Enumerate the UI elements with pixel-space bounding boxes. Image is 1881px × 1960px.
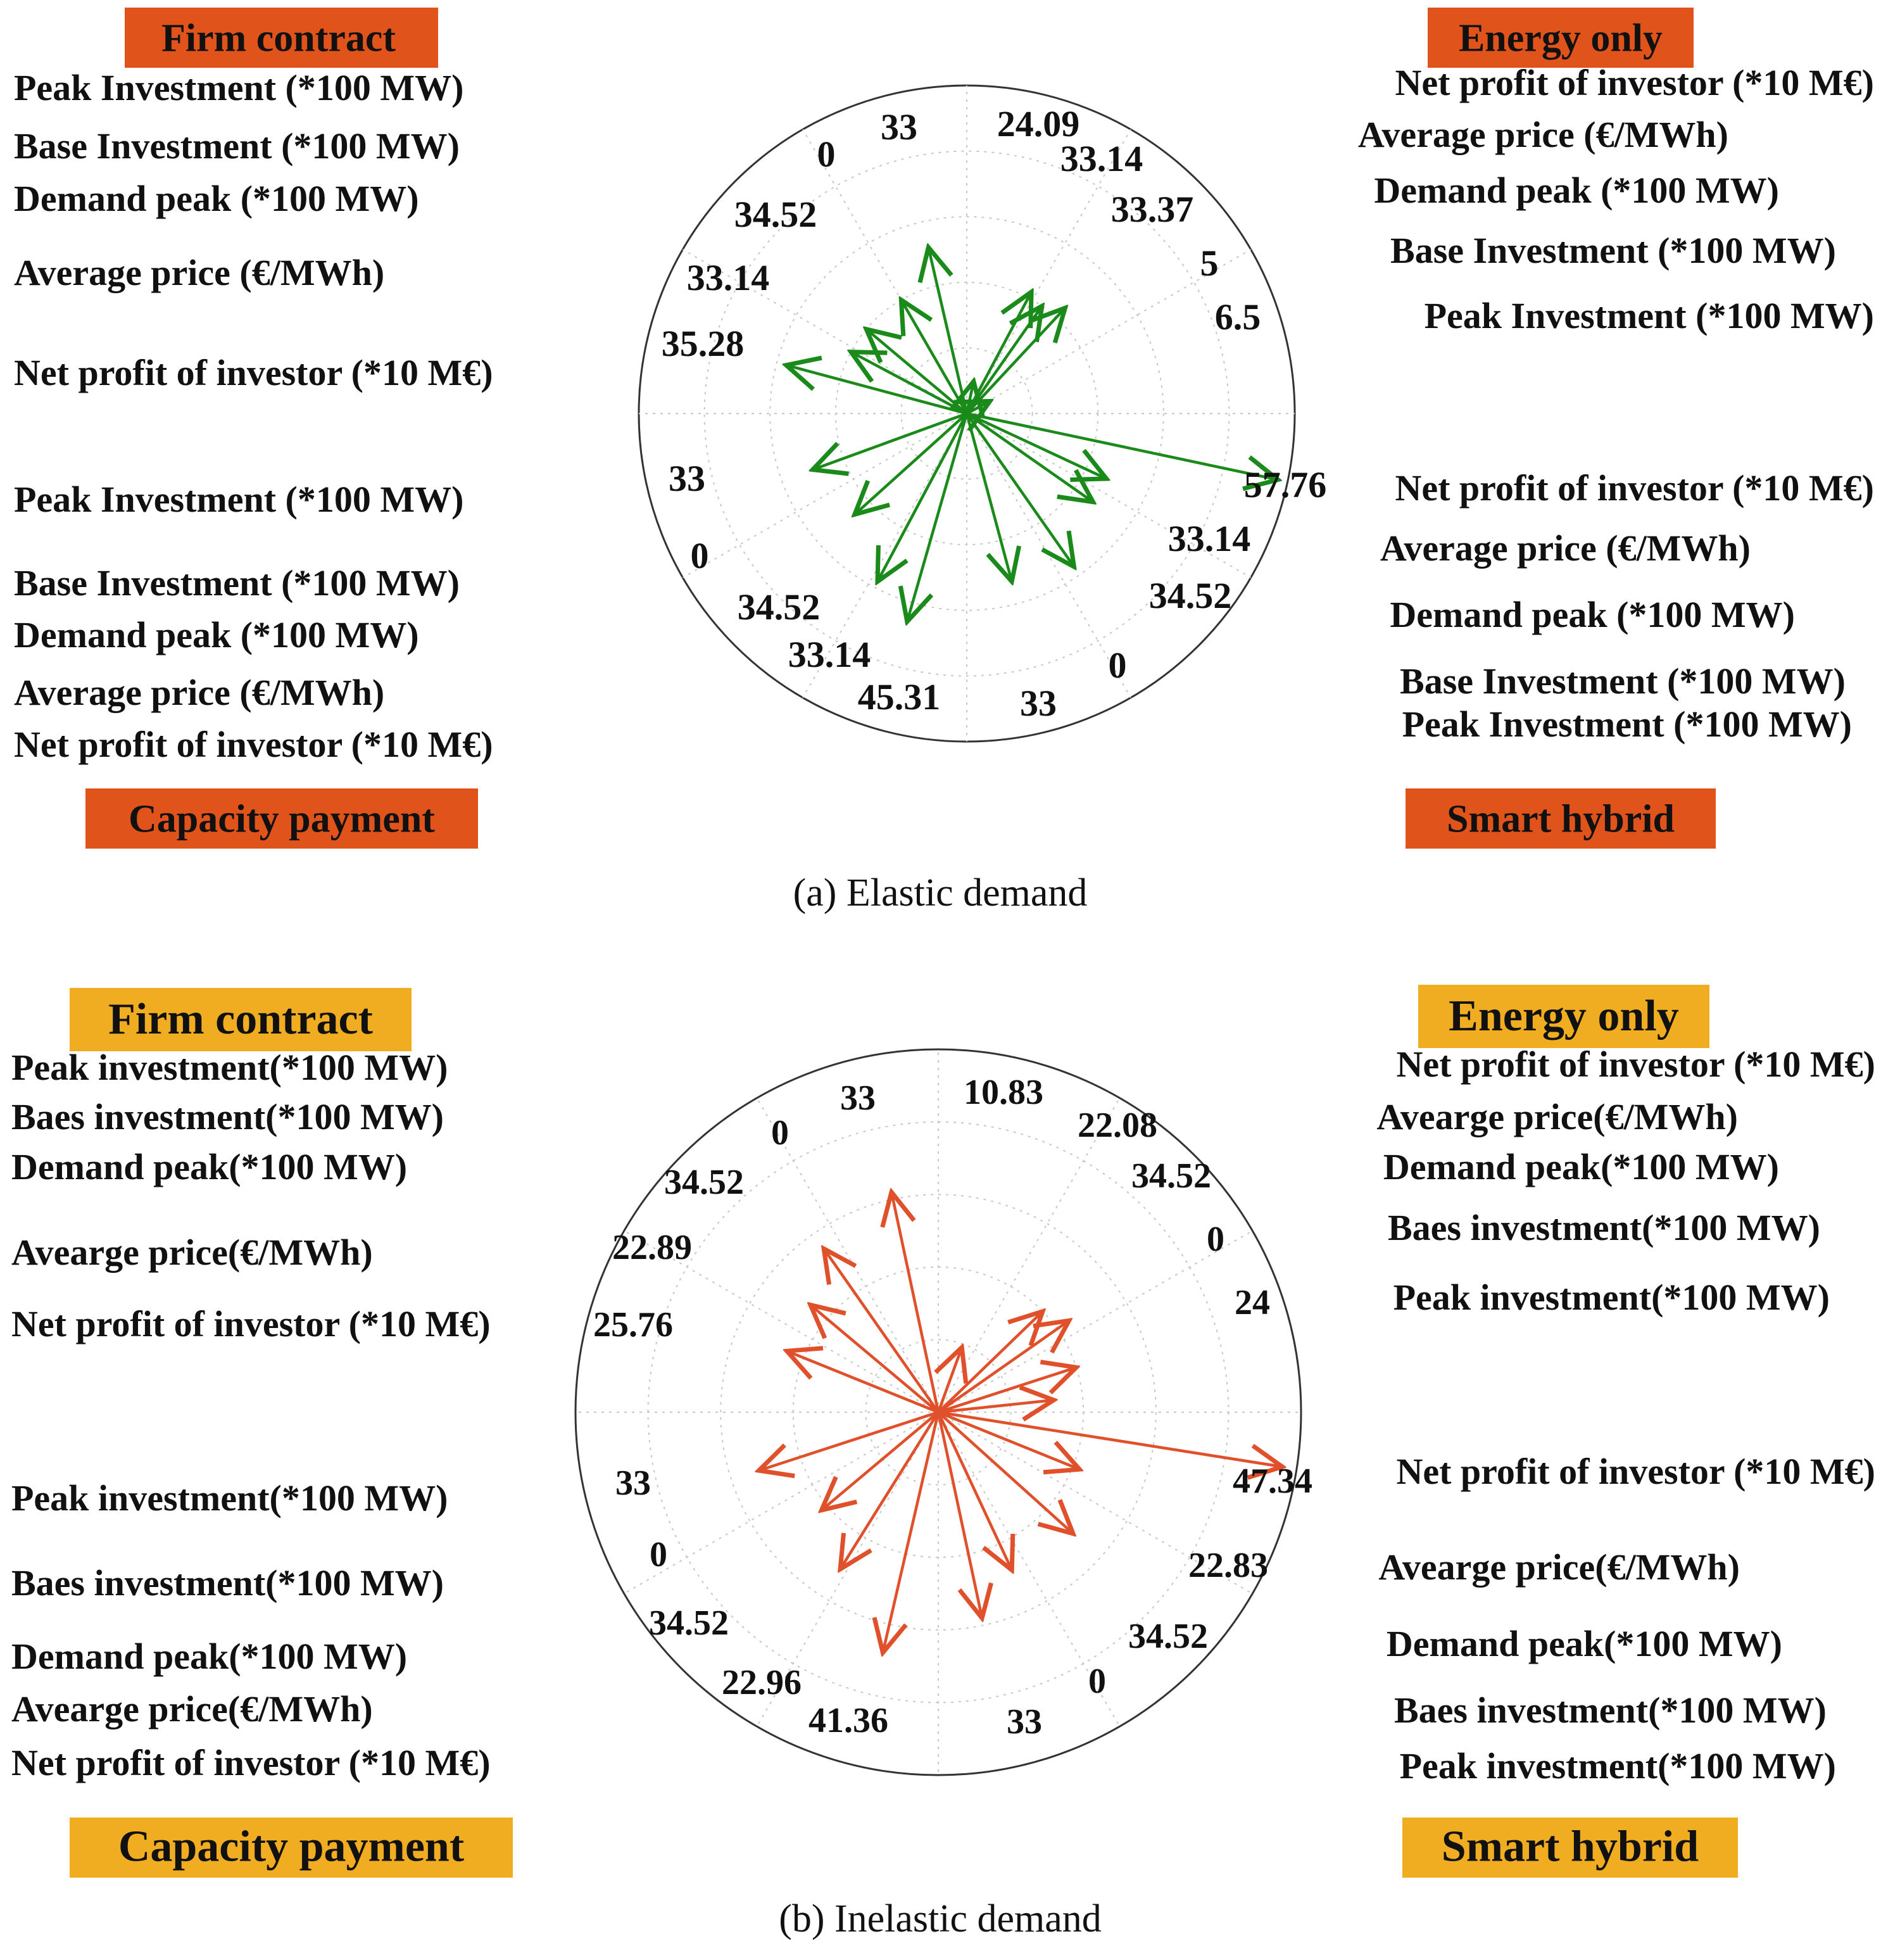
- data-label: 33: [1007, 1702, 1042, 1742]
- arrow-capacity-13: [907, 414, 967, 622]
- axis-label-peak-investment-100-mw: Peak investment(*100 MW): [1399, 1745, 1836, 1786]
- axis-label-net-profit-of-investor-10-m: Net profit of investor (*10 M€): [11, 1742, 491, 1783]
- data-label: 34.52: [649, 1603, 729, 1643]
- badge-label: Capacity payment: [118, 1822, 465, 1871]
- axis-label-baes-investment-100-mw: Baes investment(*100 MW): [1387, 1207, 1820, 1248]
- data-label: 33.14: [788, 634, 871, 675]
- axis-label-base-investment-100-mw: Base Investment (*100 MW): [1390, 230, 1836, 271]
- data-label: 41.36: [808, 1701, 888, 1740]
- data-label: 0: [650, 1535, 667, 1574]
- quadrant-capacity-payment: [14, 458, 940, 849]
- data-label: 47.34: [1233, 1462, 1312, 1501]
- data-label: 0: [690, 535, 709, 576]
- arrow-smart-17: [967, 414, 1074, 567]
- caption: (a) Elastic demand: [793, 871, 1088, 914]
- arrow-smart-15: [967, 414, 1107, 479]
- data-label: 0: [1088, 1662, 1106, 1701]
- axis-label-average-price-mwh: Average price (€/MWh): [1380, 528, 1751, 569]
- quadrant-smart-hybrid: [1007, 1451, 1875, 1878]
- data-label: 35.28: [661, 323, 745, 364]
- arrow-capacity-9: [759, 1412, 938, 1470]
- axis-label-average-price-mwh: Average price (€/MWh): [1357, 114, 1728, 155]
- badge-label: Energy only: [1458, 16, 1663, 60]
- axis-label-demand-peak-100-mw: Demand peak(*100 MW): [1386, 1623, 1782, 1664]
- data-label: 22.89: [612, 1228, 692, 1267]
- axis-label-net-profit-of-investor-10-m: Net profit of investor (*10 M€): [1396, 1044, 1875, 1085]
- quadrant-firm-contract: [11, 988, 876, 1344]
- data-label: 34.52: [737, 586, 821, 628]
- arrow-smart-17: [938, 1412, 982, 1618]
- axis-label-demand-peak-100-mw: Demand peak(*100 MW): [11, 1636, 408, 1677]
- badge-label: Smart hybrid: [1441, 1822, 1699, 1871]
- axis-label-base-investment-100-mw: Base Investment (*100 MW): [1400, 661, 1846, 702]
- data-label: 10.83: [964, 1073, 1043, 1112]
- axis-label-peak-investment-100-mw: Peak investment(*100 MW): [1393, 1277, 1830, 1318]
- axis-label-peak-investment-100-mw: Peak investment(*100 MW): [11, 1047, 448, 1088]
- axis-label-peak-investment-100-mw: Peak Investment (*100 MW): [1402, 704, 1852, 745]
- axis-label-demand-peak-100-mw: Demand peak (*100 MW): [1390, 594, 1795, 635]
- data-label: 33: [615, 1464, 651, 1503]
- arrow-energy-2: [938, 1320, 1069, 1412]
- quadrant-energy-only: [964, 985, 1875, 1322]
- axis-label-net-profit-of-investor-10-m: Net profit of investor (*10 M€): [1396, 1451, 1875, 1492]
- axis-label-demand-peak-100-mw: Demand peak (*100 MW): [1374, 170, 1779, 211]
- quadrant-capacity-payment: [11, 1464, 888, 1878]
- data-label: 0: [817, 134, 836, 175]
- data-label: 0: [771, 1113, 789, 1153]
- axis-label-net-profit-of-investor-10-m: Net profit of investor (*10 M€): [1395, 467, 1874, 509]
- data-label: 33: [1020, 683, 1057, 724]
- axis-label-baes-investment-100-mw: Baes investment(*100 MW): [11, 1562, 444, 1603]
- grid-spoke: [967, 414, 1131, 698]
- axis-label-net-profit-of-investor-10-m: Net profit of investor (*10 M€): [14, 724, 493, 765]
- axis-label-baes-investment-100-mw: Baes investment(*100 MW): [11, 1096, 444, 1137]
- grid-spoke: [624, 1412, 938, 1594]
- data-label: 57.76: [1243, 464, 1327, 505]
- data-label: 34.52: [1148, 575, 1232, 616]
- badge-label: Smart hybrid: [1447, 797, 1675, 841]
- data-label: 22.96: [722, 1663, 802, 1702]
- axis-label-avearge-price-mwh: Avearge price(€/MWh): [11, 1232, 373, 1273]
- data-label: 34.52: [1131, 1156, 1211, 1196]
- axis-label-demand-peak-100-mw: Demand peak (*100 MW): [14, 614, 419, 655]
- arrow-series: [786, 248, 1278, 622]
- axis-label-peak-investment-100-mw: Peak Investment (*100 MW): [14, 67, 464, 108]
- axis-label-net-profit-of-investor-10-m: Net profit of investor (*10 M€): [14, 352, 493, 393]
- panel-inelastic-demand: [11, 985, 1875, 1940]
- axis-label-peak-investment-100-mw: Peak Investment (*100 MW): [1424, 295, 1874, 336]
- badge-label: Firm contract: [108, 995, 373, 1044]
- data-label: 24.09: [997, 103, 1080, 144]
- data-label: 45.31: [857, 676, 941, 718]
- axis-label-net-profit-of-investor-10-m: Net profit of investor (*10 M€): [1395, 62, 1874, 103]
- arrow-capacity-12: [878, 414, 967, 581]
- quadrant-smart-hybrid: [1020, 464, 1874, 849]
- caption: (b) Inelastic demand: [779, 1897, 1102, 1940]
- data-label: 33: [840, 1078, 876, 1118]
- axis-label-demand-peak-100-mw: Demand peak(*100 MW): [11, 1146, 408, 1187]
- axis-label-avearge-price-mwh: Avearge price(€/MWh): [11, 1688, 373, 1729]
- axis-label-demand-peak-100-mw: Demand peak (*100 MW): [14, 178, 419, 219]
- axis-label-peak-investment-100-mw: Peak investment(*100 MW): [11, 1477, 448, 1519]
- data-label: 25.76: [593, 1305, 673, 1344]
- axis-label-baes-investment-100-mw: Baes investment(*100 MW): [1393, 1690, 1827, 1731]
- arrow-capacity-11: [855, 414, 967, 514]
- axis-label-avearge-price-mwh: Avearge price(€/MWh): [1376, 1096, 1738, 1137]
- badge-label: Energy only: [1449, 992, 1679, 1040]
- grid-spoke: [938, 1231, 1252, 1413]
- badge-label: Capacity payment: [129, 797, 435, 841]
- data-label: 22.08: [1078, 1106, 1157, 1145]
- data-label: 24: [1235, 1283, 1270, 1322]
- axis-label-avearge-price-mwh: Avearge price(€/MWh): [1378, 1546, 1740, 1588]
- data-label: 33.37: [1110, 189, 1194, 230]
- data-label: 33: [669, 458, 705, 499]
- axis-label-base-investment-100-mw: Base Investment (*100 MW): [14, 562, 460, 604]
- data-label: 34.52: [1128, 1617, 1208, 1656]
- axis-label-average-price-mwh: Average price (€/MWh): [14, 252, 385, 293]
- data-label: 33.14: [686, 257, 770, 298]
- data-label: 6.5: [1214, 296, 1261, 338]
- arrow-capacity-10: [822, 1412, 938, 1510]
- data-label: 22.83: [1188, 1546, 1268, 1585]
- data-label: 5: [1200, 243, 1219, 284]
- data-label: 33: [881, 106, 917, 148]
- data-label: 0: [1207, 1220, 1224, 1259]
- data-label: 0: [1108, 645, 1127, 686]
- axis-label-net-profit-of-investor-10-m: Net profit of investor (*10 M€): [11, 1303, 491, 1344]
- axis-label-base-investment-100-mw: Base Investment (*100 MW): [14, 125, 460, 167]
- badge-label: Firm contract: [161, 16, 396, 60]
- arrow-capacity-12: [883, 1412, 938, 1653]
- data-label: 33.14: [1167, 518, 1251, 559]
- data-label: 33.14: [1060, 138, 1143, 179]
- quadrant-firm-contract: [14, 8, 917, 393]
- arrow-firm-5: [928, 248, 967, 414]
- panel-elastic-demand: [14, 8, 1874, 914]
- grid-spoke: [938, 1098, 1120, 1412]
- axis-label-average-price-mwh: Average price (€/MWh): [14, 672, 385, 713]
- axis-label-demand-peak-100-mw: Demand peak(*100 MW): [1383, 1146, 1779, 1187]
- axis-label-peak-investment-100-mw: Peak Investment (*100 MW): [14, 479, 464, 520]
- arrow-capacity-11: [840, 1412, 938, 1569]
- data-label: 34.52: [734, 194, 817, 235]
- quadrant-energy-only: [997, 8, 1874, 338]
- arrow-energy-1: [938, 1312, 1043, 1412]
- arrow-smart-16: [938, 1412, 1012, 1570]
- data-label: 34.52: [664, 1163, 744, 1202]
